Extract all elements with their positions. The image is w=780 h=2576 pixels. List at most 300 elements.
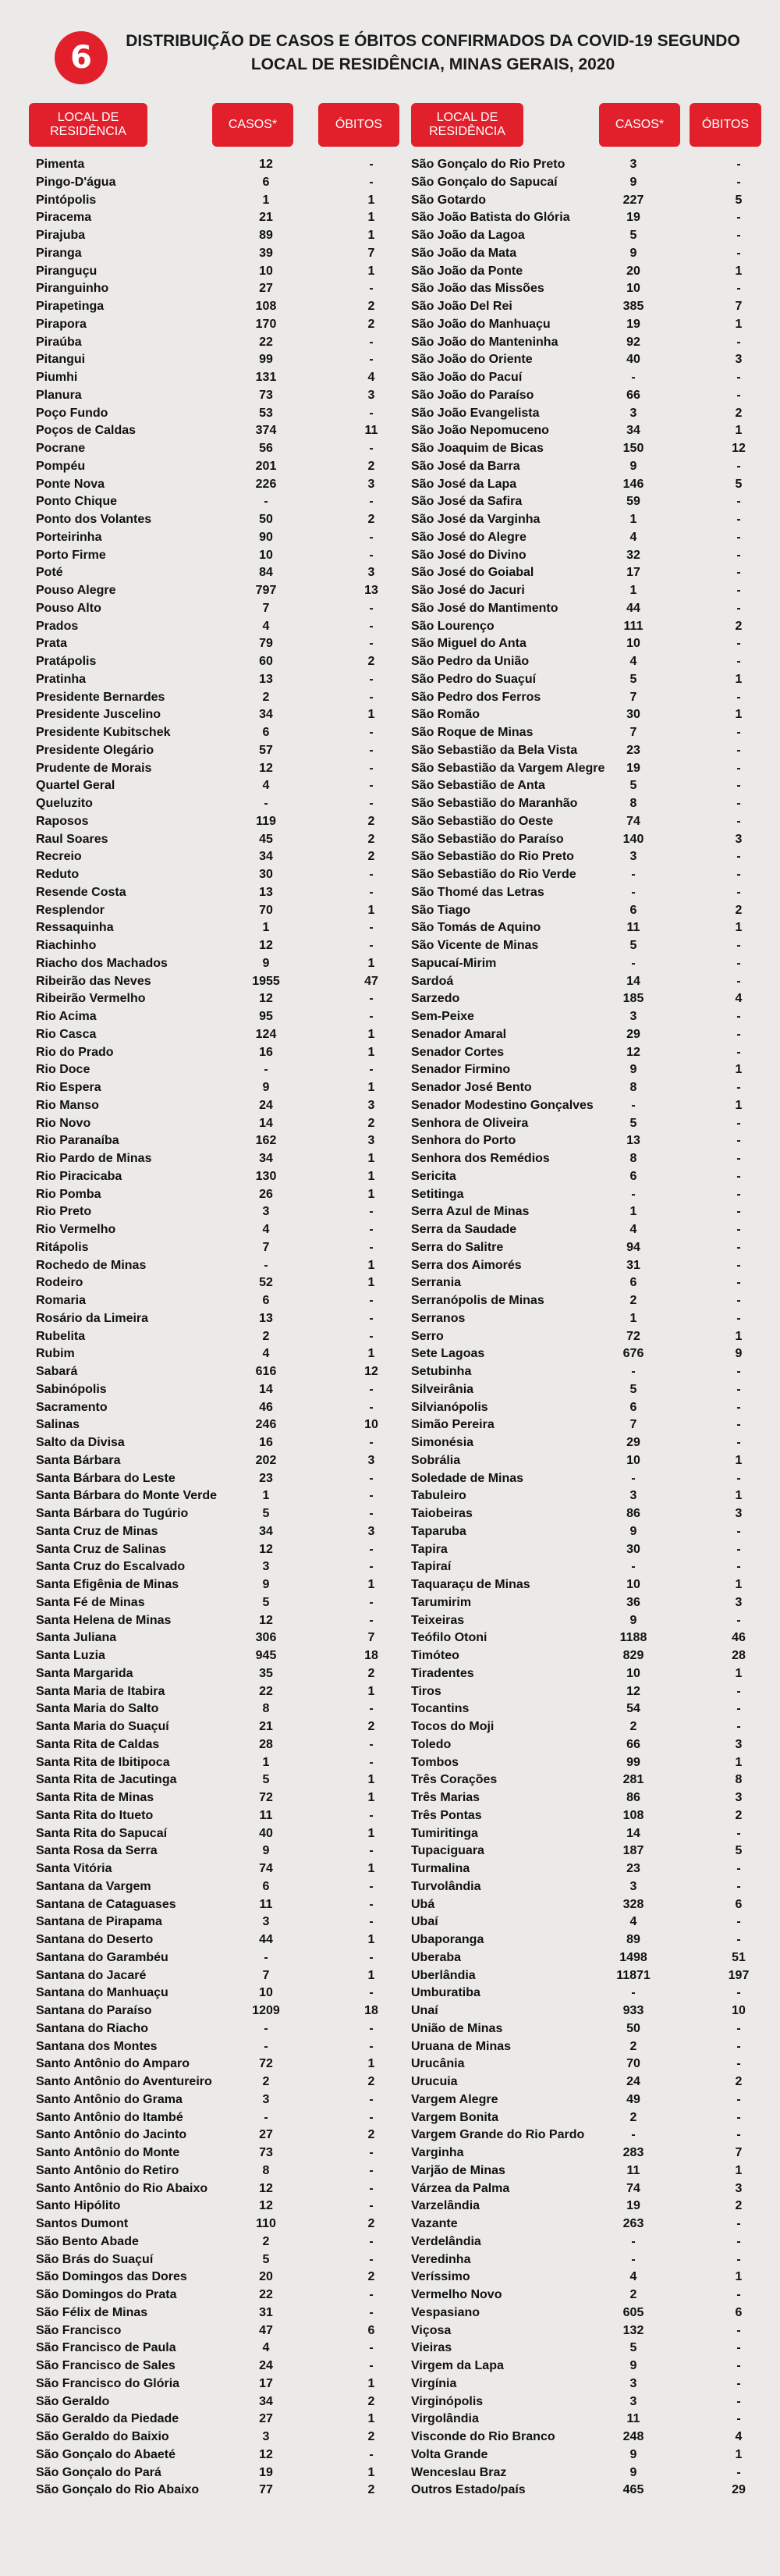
table-row bbox=[411, 1097, 770, 1115]
municipality-name: Tarumirim bbox=[411, 1595, 472, 1609]
cases-value: 34 bbox=[259, 1524, 273, 1538]
cases-value: 7 bbox=[262, 1968, 270, 1982]
cases-value: 49 bbox=[626, 2092, 640, 2106]
table-row bbox=[411, 1168, 770, 1186]
cases-value: 6 bbox=[629, 1169, 637, 1183]
table-row bbox=[411, 298, 770, 316]
table-row bbox=[411, 1505, 770, 1523]
municipality-name: São Gonçalo do Rio Abaixo bbox=[36, 2483, 200, 2497]
cases-value: 74 bbox=[626, 814, 640, 828]
deaths-value: 2 bbox=[367, 2430, 375, 2443]
deaths-value: - bbox=[736, 637, 741, 651]
municipality-name: São Sebastião da Bela Vista bbox=[411, 743, 578, 757]
deaths-value: - bbox=[369, 1702, 374, 1716]
deaths-value: - bbox=[736, 1187, 741, 1201]
table-row bbox=[411, 1150, 770, 1168]
cases-value: - bbox=[631, 1560, 636, 1574]
municipality-name: Virginópolis bbox=[411, 2394, 484, 2408]
cases-value: 34 bbox=[259, 2394, 273, 2408]
cases-value: 124 bbox=[255, 1027, 277, 1041]
table-row bbox=[411, 884, 770, 902]
municipality-name: Santana dos Montes bbox=[36, 2039, 158, 2053]
table-row bbox=[36, 1310, 402, 1328]
cases-value: - bbox=[631, 885, 636, 899]
cases-value: 6 bbox=[262, 175, 270, 189]
table-row bbox=[411, 511, 770, 529]
table-row bbox=[36, 1044, 402, 1062]
deaths-value: 1 bbox=[735, 2447, 743, 2461]
cases-value: 10 bbox=[626, 637, 640, 651]
municipality-name: São João do Oriente bbox=[411, 353, 533, 367]
deaths-value: 1 bbox=[367, 1773, 375, 1787]
cases-value: 24 bbox=[259, 2359, 273, 2372]
municipality-name: Santa Bárbara bbox=[36, 1453, 121, 1467]
table-right-column bbox=[411, 156, 770, 2500]
deaths-value: - bbox=[369, 619, 374, 633]
municipality-name: São João do Paraíso bbox=[411, 388, 534, 402]
cases-value: 21 bbox=[259, 211, 273, 225]
deaths-value: 4 bbox=[735, 2430, 743, 2443]
municipality-name: São José da Varginha bbox=[411, 513, 541, 526]
cases-value: 34 bbox=[626, 424, 640, 438]
municipality-name: Salto da Divisa bbox=[36, 1436, 125, 1449]
municipality-name: Reduto bbox=[36, 868, 80, 881]
cases-value: 4 bbox=[262, 779, 270, 793]
deaths-value: - bbox=[736, 1205, 741, 1219]
municipality-name: Vargem Alegre bbox=[411, 2092, 498, 2106]
cases-value: 10 bbox=[626, 1578, 640, 1591]
table-row bbox=[411, 369, 770, 387]
deaths-value: - bbox=[736, 726, 741, 739]
cases-value: - bbox=[264, 1063, 268, 1077]
deaths-value: 11 bbox=[364, 424, 378, 438]
deaths-value: - bbox=[369, 939, 374, 952]
table-row bbox=[411, 1736, 770, 1754]
table-row bbox=[411, 227, 770, 245]
cases-value: 30 bbox=[259, 868, 273, 881]
deaths-value: 2 bbox=[735, 619, 743, 633]
table-row bbox=[36, 2322, 402, 2340]
cases-value: 27 bbox=[259, 2128, 273, 2142]
table-row bbox=[36, 1771, 402, 1789]
deaths-value: - bbox=[736, 211, 741, 225]
deaths-value: 10 bbox=[364, 1418, 378, 1432]
municipality-name: Serranópolis de Minas bbox=[411, 1294, 544, 1307]
municipality-name: Ribeirão Vermelho bbox=[36, 992, 146, 1006]
table-row bbox=[36, 777, 402, 795]
table-row bbox=[411, 2411, 770, 2429]
table-row bbox=[36, 1026, 402, 1044]
municipality-name: Tapiraí bbox=[411, 1560, 452, 1574]
cases-value: 59 bbox=[626, 495, 640, 509]
cases-value: 28 bbox=[259, 1737, 273, 1751]
municipality-name: Simonésia bbox=[411, 1436, 474, 1449]
municipality-name: São Geraldo do Baixio bbox=[36, 2430, 169, 2443]
table-row bbox=[411, 2020, 770, 2038]
municipality-name: Prata bbox=[36, 637, 68, 651]
deaths-value: - bbox=[369, 175, 374, 189]
deaths-value: 1 bbox=[367, 1684, 375, 1698]
municipality-name: Uruana de Minas bbox=[411, 2039, 512, 2053]
table-row bbox=[36, 618, 402, 636]
deaths-value: - bbox=[736, 2252, 741, 2266]
table-row bbox=[411, 2251, 770, 2269]
municipality-name: Umburatiba bbox=[411, 1986, 480, 2000]
table-row bbox=[411, 1221, 770, 1239]
municipality-name: Vieiras bbox=[411, 2341, 452, 2355]
table-row bbox=[36, 1842, 402, 1860]
cases-value: 385 bbox=[622, 300, 644, 313]
table-row bbox=[411, 351, 770, 369]
table-row bbox=[411, 1186, 770, 1204]
municipality-name: Viçosa bbox=[411, 2323, 452, 2337]
cases-value: 2 bbox=[629, 2039, 637, 2053]
deaths-value: 1 bbox=[367, 2376, 375, 2390]
municipality-name: São Geraldo bbox=[36, 2394, 110, 2408]
cases-value: 2 bbox=[262, 1329, 270, 1343]
table-row bbox=[411, 973, 770, 991]
cases-value: 119 bbox=[256, 814, 276, 828]
municipality-name: Serranos bbox=[411, 1311, 466, 1325]
municipality-name: Santana do Jacaré bbox=[36, 1968, 147, 1982]
table-row bbox=[36, 2055, 402, 2073]
deaths-value: 2 bbox=[367, 2270, 375, 2284]
cases-value: 30 bbox=[626, 1542, 640, 1556]
deaths-value: 9 bbox=[735, 1347, 743, 1361]
table-row bbox=[411, 1363, 770, 1381]
cases-value: 45 bbox=[259, 832, 273, 846]
table-row bbox=[411, 1612, 770, 1630]
deaths-value: 1 bbox=[367, 1347, 375, 1361]
municipality-name: Urucânia bbox=[411, 2057, 465, 2071]
deaths-value: - bbox=[369, 743, 374, 757]
cases-value: - bbox=[631, 1986, 636, 2000]
table-row bbox=[36, 1913, 402, 1931]
cases-value: 3 bbox=[262, 2430, 270, 2443]
municipality-name: Pouso Alegre bbox=[36, 584, 116, 597]
cases-value: 3 bbox=[262, 1560, 270, 1574]
deaths-value: 2 bbox=[735, 406, 743, 420]
deaths-value: - bbox=[369, 495, 374, 509]
table-row bbox=[36, 937, 402, 955]
deaths-value: - bbox=[369, 779, 374, 793]
municipality-name: Varginha bbox=[411, 2146, 464, 2159]
table-row bbox=[36, 1789, 402, 1807]
deaths-value: - bbox=[736, 1240, 741, 1254]
deaths-value: - bbox=[736, 850, 741, 864]
table-row bbox=[411, 1487, 770, 1505]
table-row bbox=[411, 990, 770, 1008]
page-title: DISTRIBUIÇÃO DE CASOS E ÓBITOS CONFIRMADOS DA COVID-19 SEGUNDO LOCAL DE RESIDÊNCIA, MINAS GERAIS, 2020 bbox=[126, 32, 740, 73]
deaths-value: 1 bbox=[735, 1098, 743, 1112]
cases-value: 39 bbox=[259, 246, 273, 260]
deaths-value: - bbox=[369, 1205, 374, 1219]
municipality-name: São Sebastião do Rio Verde bbox=[411, 868, 576, 881]
table-row bbox=[411, 2002, 770, 2020]
municipality-name: Visconde do Rio Branco bbox=[411, 2430, 555, 2443]
cases-value: 46 bbox=[259, 1400, 273, 1414]
municipality-name: Ribeirão das Neves bbox=[36, 974, 151, 988]
deaths-value: 2 bbox=[367, 317, 375, 331]
municipality-name: Piraúba bbox=[36, 335, 82, 349]
table-row bbox=[36, 1470, 402, 1488]
table-row bbox=[36, 848, 402, 866]
municipality-name: São Pedro da União bbox=[411, 655, 530, 668]
municipality-name: Santa Rosa da Serra bbox=[36, 1844, 158, 1858]
table-row bbox=[36, 760, 402, 778]
table-row bbox=[36, 1452, 402, 1470]
table-row bbox=[411, 2269, 770, 2286]
deaths-value: - bbox=[736, 1862, 741, 1875]
municipality-name: Senhora dos Remédios bbox=[411, 1152, 550, 1165]
cases-value: 13 bbox=[259, 1311, 273, 1325]
deaths-value: - bbox=[736, 2412, 741, 2426]
cases-value: 16 bbox=[259, 1045, 273, 1059]
municipality-name: Santa Helena de Minas bbox=[36, 1613, 172, 1627]
municipality-name: Teixeiras bbox=[411, 1613, 465, 1627]
municipality-name: Rio Paranaíba bbox=[36, 1134, 119, 1148]
cases-value: 21 bbox=[259, 1720, 273, 1733]
deaths-value: - bbox=[369, 1063, 374, 1077]
table-row bbox=[411, 1470, 770, 1488]
table-row bbox=[411, 1079, 770, 1097]
municipality-name: Volta Grande bbox=[411, 2447, 488, 2461]
municipality-name: Ubaporanga bbox=[411, 1933, 484, 1946]
table-row bbox=[411, 2127, 770, 2144]
deaths-value: - bbox=[369, 2181, 374, 2195]
deaths-value: 1 bbox=[735, 317, 743, 331]
table-row bbox=[411, 1132, 770, 1150]
cases-value: 4 bbox=[629, 530, 637, 544]
deaths-value: 2 bbox=[735, 2199, 743, 2213]
deaths-value: 1 bbox=[367, 2057, 375, 2071]
table-row bbox=[36, 1168, 402, 1186]
deaths-value: - bbox=[369, 2163, 374, 2177]
deaths-value: - bbox=[736, 2359, 741, 2372]
municipality-name: Prudente de Morais bbox=[36, 761, 152, 775]
cases-value: 34 bbox=[259, 708, 273, 722]
deaths-value: - bbox=[736, 761, 741, 775]
header-casos-left: CASOS* bbox=[212, 103, 293, 147]
table-row bbox=[411, 1807, 770, 1825]
municipality-name: Senador Amaral bbox=[411, 1027, 507, 1041]
cases-value: 14 bbox=[259, 1382, 273, 1396]
deaths-value: - bbox=[736, 495, 741, 509]
table-row bbox=[36, 1061, 402, 1079]
cases-value: 70 bbox=[626, 2057, 640, 2071]
municipality-name: Santana do Paraíso bbox=[36, 2004, 152, 2017]
table-row bbox=[36, 831, 402, 849]
deaths-value: - bbox=[736, 2341, 741, 2355]
deaths-value: - bbox=[369, 885, 374, 899]
table-row bbox=[36, 564, 402, 582]
cases-value: 2 bbox=[262, 690, 270, 704]
deaths-value: - bbox=[369, 406, 374, 420]
table-row bbox=[411, 937, 770, 955]
cases-value: 66 bbox=[626, 388, 640, 402]
municipality-name: Sericita bbox=[411, 1169, 456, 1183]
cases-value: 50 bbox=[626, 2021, 640, 2035]
deaths-value: - bbox=[736, 974, 741, 988]
cases-value: 676 bbox=[622, 1347, 644, 1361]
cases-value: 60 bbox=[259, 655, 273, 668]
municipality-name: São Brás do Suaçuí bbox=[36, 2252, 154, 2266]
table-row bbox=[411, 2091, 770, 2109]
cases-value: 616 bbox=[255, 1365, 277, 1378]
municipality-name: São José da Lapa bbox=[411, 477, 517, 491]
municipality-name: Piranguinho bbox=[36, 282, 109, 296]
table-row bbox=[36, 2091, 402, 2109]
municipality-name: São Tiago bbox=[411, 903, 471, 917]
deaths-value: 2 bbox=[367, 655, 375, 668]
table-row bbox=[411, 1239, 770, 1257]
deaths-value: - bbox=[736, 2323, 741, 2337]
deaths-value: 2 bbox=[367, 459, 375, 473]
municipality-name: Virgolândia bbox=[411, 2412, 479, 2426]
municipality-name: Serrania bbox=[411, 1276, 462, 1290]
deaths-value: - bbox=[369, 726, 374, 739]
municipality-name: Setitinga bbox=[411, 1187, 464, 1201]
cases-value: 185 bbox=[622, 992, 644, 1006]
municipality-name: Rio Piracicaba bbox=[36, 1169, 122, 1183]
cases-value: 24 bbox=[259, 1098, 273, 1112]
municipality-name: Sardoá bbox=[411, 974, 454, 988]
cases-value: 90 bbox=[259, 530, 273, 544]
deaths-value: - bbox=[369, 637, 374, 651]
cases-value: 4 bbox=[629, 1915, 637, 1929]
table-row bbox=[36, 458, 402, 476]
cases-value: 146 bbox=[622, 477, 644, 491]
deaths-value: - bbox=[736, 175, 741, 189]
deaths-value: - bbox=[369, 1755, 374, 1769]
cases-value: - bbox=[264, 1258, 268, 1272]
deaths-value: - bbox=[369, 992, 374, 1006]
deaths-value: - bbox=[369, 1950, 374, 1964]
municipality-name: Santana do Manhuaçu bbox=[36, 1986, 168, 2000]
deaths-value: - bbox=[736, 2021, 741, 2035]
table-row bbox=[36, 1008, 402, 1026]
table-row bbox=[36, 1825, 402, 1843]
cases-value: 170 bbox=[255, 317, 277, 331]
municipality-name: Três Marias bbox=[411, 1791, 480, 1804]
cases-value: 4 bbox=[262, 1223, 270, 1236]
municipality-name: Santana de Cataguases bbox=[36, 1897, 176, 1911]
deaths-value: - bbox=[369, 1808, 374, 1822]
municipality-name: Taparuba bbox=[411, 1524, 466, 1538]
municipality-name: Santa Cruz do Escalvado bbox=[36, 1560, 186, 1574]
cases-value: 5 bbox=[262, 1595, 270, 1609]
cases-value: 9 bbox=[262, 1578, 270, 1591]
deaths-value: - bbox=[369, 1595, 374, 1609]
table-row bbox=[36, 1523, 402, 1541]
deaths-value: - bbox=[736, 1702, 741, 1716]
deaths-value: - bbox=[369, 1294, 374, 1307]
cases-value: 9 bbox=[262, 956, 270, 970]
table-row bbox=[411, 1044, 770, 1062]
municipality-name: Varzelândia bbox=[411, 2199, 480, 2213]
municipality-name: São João da Lagoa bbox=[411, 229, 525, 242]
cases-value: 201 bbox=[255, 459, 277, 473]
municipality-name: Pirapetinga bbox=[36, 300, 105, 313]
table-row bbox=[36, 209, 402, 227]
cases-value: 7 bbox=[629, 690, 637, 704]
table-row bbox=[36, 245, 402, 263]
deaths-value: - bbox=[369, 2447, 374, 2461]
table-row bbox=[411, 831, 770, 849]
deaths-value: 3 bbox=[367, 1098, 375, 1112]
deaths-value: - bbox=[736, 1365, 741, 1378]
deaths-value: 3 bbox=[367, 1453, 375, 1467]
deaths-value: 1 bbox=[367, 193, 375, 207]
deaths-value: 2 bbox=[367, 513, 375, 526]
deaths-value: - bbox=[369, 1542, 374, 1556]
deaths-value: - bbox=[736, 814, 741, 828]
municipality-name: São José do Alegre bbox=[411, 530, 526, 544]
cases-value: 22 bbox=[259, 1684, 273, 1698]
deaths-value: 7 bbox=[367, 246, 375, 260]
deaths-value: - bbox=[736, 2057, 741, 2071]
cases-value: 9 bbox=[629, 1524, 637, 1538]
deaths-value: 1 bbox=[735, 1063, 743, 1077]
deaths-value: - bbox=[736, 1400, 741, 1414]
cases-value: 9 bbox=[629, 2359, 637, 2372]
deaths-value: - bbox=[736, 1613, 741, 1627]
table-row bbox=[36, 1097, 402, 1115]
table-row bbox=[36, 280, 402, 298]
deaths-value: 1 bbox=[367, 264, 375, 278]
deaths-value: - bbox=[369, 1010, 374, 1023]
table-row bbox=[411, 1203, 770, 1221]
table-row bbox=[36, 1292, 402, 1310]
cases-value: 5 bbox=[629, 779, 637, 793]
table-row bbox=[411, 1771, 770, 1789]
cases-value: 12 bbox=[259, 2447, 273, 2461]
cases-value: 605 bbox=[622, 2305, 644, 2319]
deaths-value: 3 bbox=[735, 1595, 743, 1609]
deaths-value: 3 bbox=[367, 566, 375, 580]
deaths-value: 3 bbox=[735, 2181, 743, 2195]
deaths-value: - bbox=[736, 1986, 741, 2000]
table-row bbox=[411, 1629, 770, 1647]
table-row bbox=[411, 1558, 770, 1576]
cases-value: 20 bbox=[626, 264, 640, 278]
table-row bbox=[411, 671, 770, 689]
municipality-name: Turvolândia bbox=[411, 1879, 481, 1893]
cases-value: 202 bbox=[255, 1453, 277, 1467]
municipality-name: Santo Antônio do Grama bbox=[36, 2092, 183, 2106]
municipality-name: São Gotardo bbox=[411, 193, 487, 207]
deaths-value: - bbox=[369, 2288, 374, 2301]
deaths-value: - bbox=[736, 868, 741, 881]
municipality-name: Serra dos Aimorés bbox=[411, 1258, 522, 1272]
deaths-value: - bbox=[369, 761, 374, 775]
cases-value: 77 bbox=[259, 2483, 273, 2497]
deaths-value: 5 bbox=[735, 477, 743, 491]
cases-value: 6 bbox=[629, 1400, 637, 1414]
cases-value: 54 bbox=[626, 1702, 640, 1716]
municipality-name: Santa Rita de Caldas bbox=[36, 1737, 160, 1751]
cases-value: 14 bbox=[259, 1116, 273, 1130]
municipality-name: Santos Dumont bbox=[36, 2217, 129, 2230]
cases-value: 162 bbox=[255, 1134, 277, 1148]
municipality-name: São José do Goiabal bbox=[411, 566, 534, 580]
table-row bbox=[411, 1434, 770, 1452]
cases-value: 30 bbox=[626, 708, 640, 722]
cases-value: 89 bbox=[259, 229, 273, 242]
table-row bbox=[36, 2482, 402, 2500]
deaths-value: - bbox=[369, 1489, 374, 1503]
deaths-value: 1 bbox=[735, 1666, 743, 1680]
